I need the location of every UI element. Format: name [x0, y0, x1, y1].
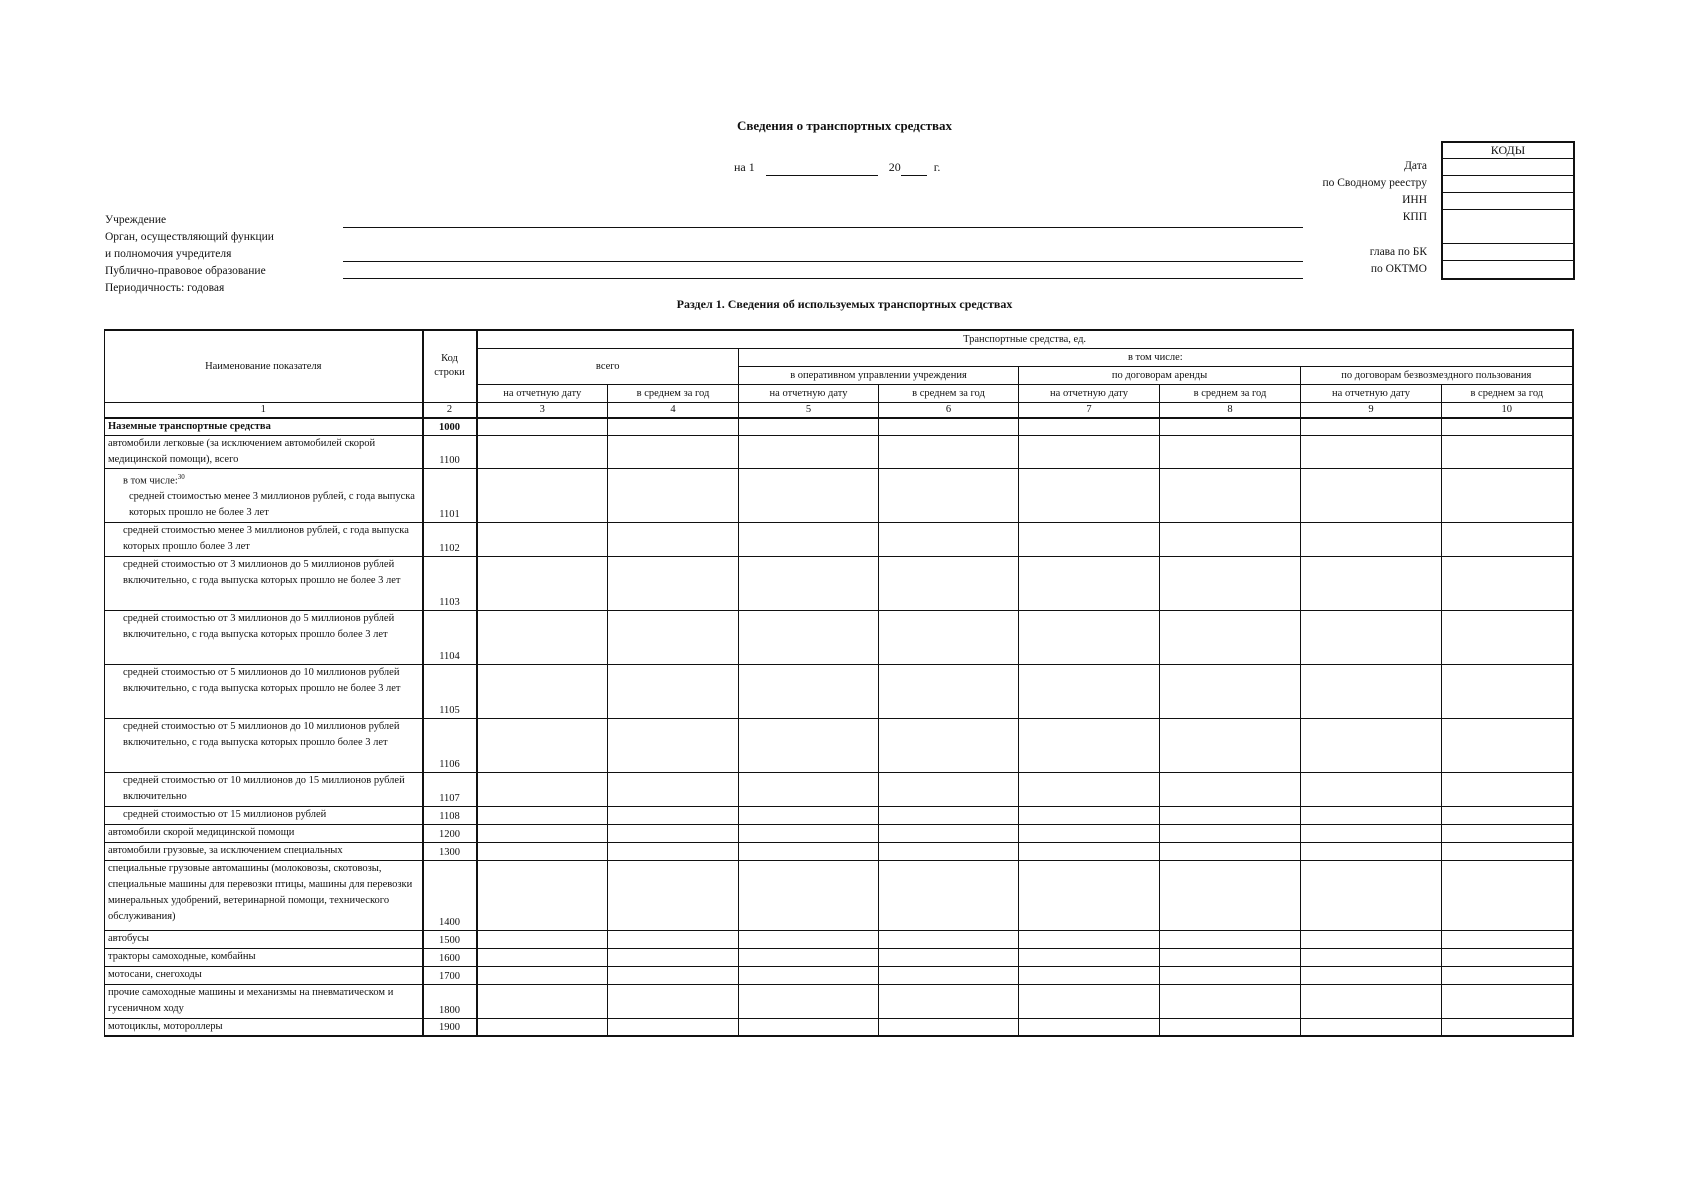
- row-name: средней стоимостью от 15 миллионов рублей: [105, 806, 423, 824]
- value-cell[interactable]: [1301, 468, 1442, 522]
- row-code: 1400: [423, 860, 477, 930]
- value-cell[interactable]: [879, 718, 1019, 772]
- row-name: автомобили грузовые, за исключением специальных: [105, 842, 423, 860]
- value-cell[interactable]: [1442, 610, 1573, 664]
- value-cell[interactable]: [879, 435, 1019, 468]
- row-name: средней стоимостью от 10 миллионов до 15 миллионов рублей включительно: [105, 772, 423, 806]
- table-body: [105, 418, 1573, 1037]
- col-number: 8: [1160, 402, 1301, 418]
- value-cell[interactable]: [1019, 610, 1160, 664]
- value-cell[interactable]: [739, 984, 879, 1018]
- codes-label-inn: ИНН: [1402, 194, 1427, 206]
- header-avg-year: в среднем за год: [879, 384, 1019, 402]
- row-code: 1102: [423, 522, 477, 556]
- value-cell[interactable]: [1442, 860, 1573, 930]
- codes-label-bk: глава по БК: [1369, 246, 1427, 258]
- col-number: 10: [1442, 402, 1573, 418]
- row-code: 1500: [423, 930, 477, 948]
- header-on-date: на отчетную дату: [477, 384, 608, 402]
- header-on-date: на отчетную дату: [739, 384, 879, 402]
- value-cell[interactable]: [1019, 468, 1160, 522]
- vehicles-table: [104, 329, 1574, 1037]
- value-cell[interactable]: [879, 610, 1019, 664]
- header-on-date: на отчетную дату: [1019, 384, 1160, 402]
- value-cell[interactable]: [477, 522, 608, 556]
- value-cell[interactable]: [739, 610, 879, 664]
- header-name: Наименование показателя: [105, 330, 423, 402]
- value-cell[interactable]: [739, 772, 879, 806]
- value-cell[interactable]: [1019, 842, 1160, 860]
- value-cell[interactable]: [608, 610, 739, 664]
- value-cell[interactable]: [477, 610, 608, 664]
- codes-box: [1441, 141, 1575, 280]
- value-cell[interactable]: [1442, 556, 1573, 610]
- header-vehicles: Транспортные средства, ед.: [477, 330, 1573, 348]
- value-cell[interactable]: [1301, 522, 1442, 556]
- value-cell[interactable]: [1301, 806, 1442, 824]
- row-name: автомобили легковые (за исключением автомобилей скорой медицинской помощи), всего: [105, 435, 423, 468]
- col-number: 5: [739, 402, 879, 418]
- value-cell[interactable]: [1442, 418, 1573, 436]
- value-cell[interactable]: [739, 664, 879, 718]
- value-cell[interactable]: [739, 948, 879, 966]
- value-cell[interactable]: [1442, 842, 1573, 860]
- value-cell[interactable]: [879, 418, 1019, 436]
- value-cell[interactable]: [608, 984, 739, 1018]
- value-cell[interactable]: [608, 1018, 739, 1036]
- table-row: [105, 418, 1573, 436]
- header-on-date: на отчетную дату: [1301, 384, 1442, 402]
- date-prefix: на 1: [734, 160, 755, 174]
- value-cell[interactable]: [477, 435, 608, 468]
- value-cell[interactable]: [477, 860, 608, 930]
- row-code: 1900: [423, 1018, 477, 1036]
- table-row: [105, 610, 1573, 664]
- value-cell[interactable]: [1301, 418, 1442, 436]
- row-name: специальные грузовые автомашины (молоковозы, скотовозы, специальные машины для перевозки птицы, машины для перевозки минеральных удобрений, ветеринарной помощи, технического обслуживания): [105, 860, 423, 930]
- header-operational: в оперативном управлении учреждения: [739, 366, 1019, 384]
- code-field-date[interactable]: [1443, 159, 1573, 176]
- value-cell[interactable]: [739, 435, 879, 468]
- value-cell[interactable]: [1019, 860, 1160, 930]
- form-title: Сведения о транспортных средствах: [736, 118, 953, 133]
- row-code: 1108: [423, 806, 477, 824]
- value-cell[interactable]: [1442, 806, 1573, 824]
- value-cell[interactable]: [1301, 842, 1442, 860]
- col-number: 6: [879, 402, 1019, 418]
- value-cell[interactable]: [739, 418, 879, 436]
- row-code: 1800: [423, 984, 477, 1018]
- founder-label-line2: и полномочия учредителя: [105, 248, 232, 260]
- row-name: средней стоимостью от 3 миллионов до 5 миллионов рублей включительно, с года выпуска которых прошло более 3 лет: [105, 610, 423, 664]
- table-row: [105, 468, 1573, 522]
- value-cell[interactable]: [477, 966, 608, 984]
- value-cell[interactable]: [1019, 948, 1160, 966]
- row-name-text: средней стоимостью менее 3 миллионов рублей, с года выпуска которых прошло не более 3 лет: [129, 491, 415, 518]
- value-cell[interactable]: [1160, 966, 1301, 984]
- value-cell[interactable]: [879, 468, 1019, 522]
- table-row: [105, 930, 1573, 948]
- table-row: [105, 664, 1573, 718]
- value-cell[interactable]: [1301, 610, 1442, 664]
- value-cell[interactable]: [1019, 984, 1160, 1018]
- row-name: прочие самоходные машины и механизмы на пневматическом и гусеничном ходу: [105, 984, 423, 1018]
- row-code: 1105: [423, 664, 477, 718]
- value-cell[interactable]: [1442, 718, 1573, 772]
- value-cell[interactable]: [1019, 435, 1160, 468]
- header-lease: по договорам аренды: [1019, 366, 1301, 384]
- value-cell[interactable]: [1442, 966, 1573, 984]
- row-code: 1103: [423, 556, 477, 610]
- public-entity-label: Публично-правовое образование: [105, 265, 266, 277]
- value-cell[interactable]: [608, 824, 739, 842]
- value-cell[interactable]: [1019, 966, 1160, 984]
- value-cell[interactable]: [477, 930, 608, 948]
- value-cell[interactable]: [1019, 522, 1160, 556]
- value-cell[interactable]: [1160, 806, 1301, 824]
- institution-label: Учреждение: [105, 214, 167, 226]
- codes-label-registry: по Сводному реестру: [1322, 177, 1427, 189]
- row-code: 1300: [423, 842, 477, 860]
- table-row: [105, 435, 1573, 468]
- codes-label-kpp: КПП: [1402, 211, 1427, 223]
- value-cell[interactable]: [1019, 664, 1160, 718]
- row-name: автобусы: [105, 930, 423, 948]
- row-name: средней стоимостью менее 3 миллионов рублей, с года выпуска которых прошло более 3 лет: [105, 522, 423, 556]
- row-code: 1106: [423, 718, 477, 772]
- col-number: 3: [477, 402, 608, 418]
- value-cell[interactable]: [1160, 930, 1301, 948]
- value-cell[interactable]: [1301, 664, 1442, 718]
- value-cell[interactable]: [1301, 984, 1442, 1018]
- value-cell[interactable]: [739, 842, 879, 860]
- value-cell[interactable]: [1301, 966, 1442, 984]
- value-cell[interactable]: [1301, 718, 1442, 772]
- value-cell[interactable]: [879, 556, 1019, 610]
- value-cell[interactable]: [1160, 610, 1301, 664]
- value-cell[interactable]: [477, 806, 608, 824]
- value-cell[interactable]: [879, 806, 1019, 824]
- row-code: 1107: [423, 772, 477, 806]
- value-cell[interactable]: [1019, 806, 1160, 824]
- value-cell[interactable]: [739, 824, 879, 842]
- value-cell[interactable]: [1442, 435, 1573, 468]
- value-cell[interactable]: [1160, 522, 1301, 556]
- value-cell[interactable]: [477, 842, 608, 860]
- value-cell[interactable]: [1301, 860, 1442, 930]
- value-cell[interactable]: [608, 718, 739, 772]
- value-cell[interactable]: [1160, 842, 1301, 860]
- value-cell[interactable]: [1301, 1018, 1442, 1036]
- value-cell[interactable]: [739, 860, 879, 930]
- value-cell[interactable]: [608, 930, 739, 948]
- value-cell[interactable]: [477, 468, 608, 522]
- value-cell[interactable]: [608, 522, 739, 556]
- header-avg-year: в среднем за год: [1160, 384, 1301, 402]
- table-row: [105, 860, 1573, 930]
- founder-label-line1: Орган, осуществляющий функции: [105, 231, 274, 243]
- value-cell[interactable]: [879, 664, 1019, 718]
- col-number: 2: [423, 402, 477, 418]
- table-row: [105, 824, 1573, 842]
- value-cell[interactable]: [739, 556, 879, 610]
- table-row: [105, 1018, 1573, 1036]
- row-name: средней стоимостью от 5 миллионов до 10 миллионов рублей включительно, с года выпуска которых прошло более 3 лет: [105, 718, 423, 772]
- value-cell[interactable]: [1442, 664, 1573, 718]
- value-cell[interactable]: [1160, 664, 1301, 718]
- value-cell[interactable]: [1019, 1018, 1160, 1036]
- table-row: [105, 948, 1573, 966]
- value-cell[interactable]: [1160, 435, 1301, 468]
- value-cell[interactable]: [1160, 418, 1301, 436]
- table-row: [105, 842, 1573, 860]
- row-name: автомобили скорой медицинской помощи: [105, 824, 423, 842]
- header-avg-year: в среднем за год: [608, 384, 739, 402]
- row-name-prefix: в том числе:: [123, 475, 178, 486]
- header-free-use: по договорам безвозмездного пользования: [1301, 366, 1573, 384]
- date-field[interactable]: [766, 160, 878, 176]
- value-cell[interactable]: [879, 842, 1019, 860]
- value-cell[interactable]: [879, 860, 1019, 930]
- col-number: 4: [608, 402, 739, 418]
- row-name: мотосани, снегоходы: [105, 966, 423, 984]
- institution-field[interactable]: [343, 227, 1303, 228]
- table-row: [105, 966, 1573, 984]
- report-date-line: [734, 160, 940, 176]
- value-cell[interactable]: [1019, 824, 1160, 842]
- code-field-bk[interactable]: [1443, 244, 1573, 261]
- header-avg-year: в среднем за год: [1442, 384, 1573, 402]
- table-row: [105, 984, 1573, 1018]
- value-cell[interactable]: [608, 664, 739, 718]
- value-cell[interactable]: [879, 772, 1019, 806]
- value-cell[interactable]: [1160, 718, 1301, 772]
- value-cell[interactable]: [1301, 948, 1442, 966]
- value-cell[interactable]: [739, 1018, 879, 1036]
- value-cell[interactable]: [608, 806, 739, 824]
- col-number: 9: [1301, 402, 1442, 418]
- value-cell[interactable]: [1301, 556, 1442, 610]
- value-cell[interactable]: [1160, 468, 1301, 522]
- value-cell[interactable]: [879, 1018, 1019, 1036]
- table-row: [105, 556, 1573, 610]
- header-code: Код строки: [423, 330, 477, 402]
- value-cell[interactable]: [1442, 984, 1573, 1018]
- value-cell[interactable]: [1160, 556, 1301, 610]
- header-total: всего: [477, 348, 739, 384]
- value-cell[interactable]: [739, 718, 879, 772]
- periodicity-label: Периодичность: годовая: [105, 282, 225, 294]
- value-cell[interactable]: [477, 772, 608, 806]
- value-cell[interactable]: [1160, 948, 1301, 966]
- value-cell[interactable]: [739, 930, 879, 948]
- value-cell[interactable]: [1019, 718, 1160, 772]
- year-suffix: г.: [933, 160, 941, 174]
- row-name: [105, 468, 423, 522]
- value-cell[interactable]: [608, 948, 739, 966]
- value-cell[interactable]: [739, 522, 879, 556]
- row-code: 1100: [423, 435, 477, 468]
- value-cell[interactable]: [477, 664, 608, 718]
- value-cell[interactable]: [608, 418, 739, 436]
- value-cell[interactable]: [1019, 418, 1160, 436]
- table-row: [105, 772, 1573, 806]
- value-cell[interactable]: [1442, 468, 1573, 522]
- value-cell[interactable]: [1442, 948, 1573, 966]
- value-cell[interactable]: [1019, 556, 1160, 610]
- value-cell[interactable]: [1301, 930, 1442, 948]
- value-cell[interactable]: [1442, 522, 1573, 556]
- value-cell[interactable]: [879, 522, 1019, 556]
- row-name: мотоциклы, мотороллеры: [105, 1018, 423, 1036]
- value-cell[interactable]: [477, 556, 608, 610]
- value-cell[interactable]: [739, 806, 879, 824]
- row-code: 1600: [423, 948, 477, 966]
- value-cell[interactable]: [608, 556, 739, 610]
- value-cell[interactable]: [739, 468, 879, 522]
- row-name: средней стоимостью от 3 миллионов до 5 миллионов рублей включительно, с года выпуска которых прошло не более 3 лет: [105, 556, 423, 610]
- value-cell[interactable]: [477, 418, 608, 436]
- row-name: тракторы самоходные, комбайны: [105, 948, 423, 966]
- value-cell[interactable]: [477, 984, 608, 1018]
- value-cell[interactable]: [1442, 824, 1573, 842]
- year-prefix: 20: [888, 160, 901, 174]
- row-code: 1101: [423, 468, 477, 522]
- table-row: [105, 718, 1573, 772]
- value-cell[interactable]: [477, 948, 608, 966]
- value-cell[interactable]: [608, 435, 739, 468]
- value-cell[interactable]: [1442, 930, 1573, 948]
- founder-field[interactable]: [343, 261, 1303, 262]
- value-cell[interactable]: [1301, 824, 1442, 842]
- value-cell[interactable]: [608, 772, 739, 806]
- row-name: Наземные транспортные средства: [105, 418, 423, 436]
- code-field-kpp[interactable]: [1443, 210, 1573, 244]
- public-entity-field[interactable]: [343, 278, 1303, 279]
- value-cell[interactable]: [1301, 772, 1442, 806]
- year-field[interactable]: [901, 160, 927, 176]
- value-cell[interactable]: [608, 842, 739, 860]
- code-field-inn[interactable]: [1443, 193, 1573, 210]
- section-title: Раздел 1. Сведения об используемых транспортных средствах: [676, 297, 1013, 311]
- row-code: 1104: [423, 610, 477, 664]
- value-cell[interactable]: [879, 930, 1019, 948]
- row-name-prefix-line: [123, 469, 420, 490]
- table-row: [105, 522, 1573, 556]
- value-cell[interactable]: [1160, 824, 1301, 842]
- row-name: средней стоимостью от 5 миллионов до 10 миллионов рублей включительно, с года выпуска которых прошло не более 3 лет: [105, 664, 423, 718]
- value-cell[interactable]: [1442, 1018, 1573, 1036]
- row-code: 1000: [423, 418, 477, 436]
- col-number: 1: [105, 402, 423, 418]
- value-cell[interactable]: [477, 824, 608, 842]
- value-cell[interactable]: [1160, 1018, 1301, 1036]
- value-cell[interactable]: [879, 984, 1019, 1018]
- col-number: 7: [1019, 402, 1160, 418]
- value-cell[interactable]: [1301, 435, 1442, 468]
- table-row: [105, 806, 1573, 824]
- value-cell[interactable]: [1442, 772, 1573, 806]
- value-cell[interactable]: [879, 966, 1019, 984]
- code-field-registry[interactable]: [1443, 176, 1573, 193]
- value-cell[interactable]: [608, 468, 739, 522]
- codes-label-oktmo: по ОКТМО: [1370, 263, 1427, 275]
- footnote-marker: 30: [177, 472, 185, 481]
- codes-label-date: Дата: [1404, 160, 1427, 172]
- header-including: в том числе:: [739, 348, 1573, 366]
- value-cell[interactable]: [477, 718, 608, 772]
- value-cell[interactable]: [1160, 984, 1301, 1018]
- value-cell[interactable]: [739, 966, 879, 984]
- value-cell[interactable]: [1019, 772, 1160, 806]
- value-cell[interactable]: [477, 1018, 608, 1036]
- value-cell[interactable]: [608, 966, 739, 984]
- row-code: 1200: [423, 824, 477, 842]
- value-cell[interactable]: [608, 860, 739, 930]
- value-cell[interactable]: [1160, 772, 1301, 806]
- value-cell[interactable]: [879, 824, 1019, 842]
- code-field-oktmo[interactable]: [1443, 261, 1573, 278]
- codes-box-title: КОДЫ: [1443, 143, 1573, 159]
- value-cell[interactable]: [1019, 930, 1160, 948]
- value-cell[interactable]: [1160, 860, 1301, 930]
- value-cell[interactable]: [879, 948, 1019, 966]
- row-code: 1700: [423, 966, 477, 984]
